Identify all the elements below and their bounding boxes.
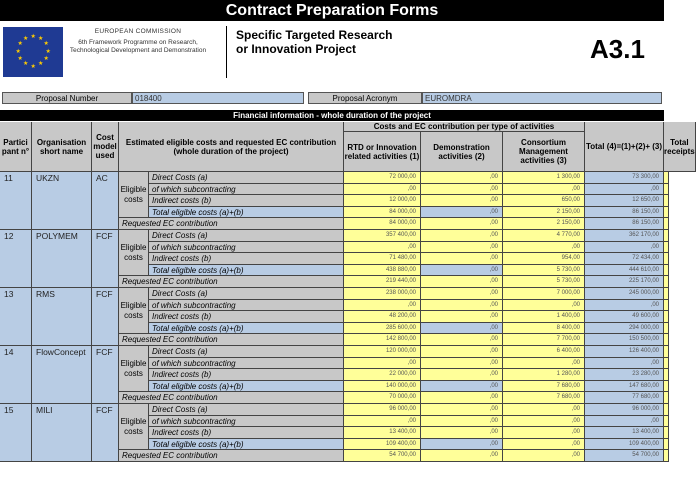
cost-row-label: of which subcontracting [149,184,344,196]
value-cell[interactable]: 357 400,00 [344,230,421,242]
value-cell[interactable]: 13 400,00 [585,427,664,439]
value-cell[interactable]: 150 500,00 [585,334,664,346]
value-cell[interactable]: ,00 [421,358,503,370]
value-cell[interactable]: 84 000,00 [344,218,421,230]
cost-row-label: Total eligible costs (a)+(b) [149,207,344,219]
value-cell[interactable]: ,00 [585,242,664,254]
cost-row-label: Indirect costs (b) [149,427,344,439]
value-cell[interactable]: 4 770,00 [503,230,585,242]
requested-ec-label: Requested EC contribution [119,218,344,230]
value-cell[interactable]: 70 000,00 [344,392,421,404]
commission-block [68,28,208,55]
value-cell[interactable]: 219 440,00 [344,276,421,288]
col-rtd: RTD or Innovation related activities (1) [344,132,421,172]
receipts-cell[interactable] [664,207,669,219]
value-cell[interactable]: 362 170,00 [585,230,664,242]
value-cell[interactable]: 84 000,00 [344,207,421,219]
value-cell[interactable]: ,00 [421,439,503,451]
receipts-cell[interactable] [664,323,669,335]
col-receipts: Total receipts [664,122,696,172]
cost-row-label: Indirect costs (b) [149,195,344,207]
receipts-cell[interactable] [664,358,669,370]
value-cell[interactable]: 238 000,00 [344,288,421,300]
requested-ec-label: Requested EC contribution [119,334,344,346]
value-cell[interactable]: 54 700,00 [344,450,421,462]
participant-number[interactable]: 14 [0,346,32,404]
value-cell[interactable]: 225 170,00 [585,276,664,288]
value-cell[interactable]: 96 000,00 [344,404,421,416]
cost-row-label: of which subcontracting [149,416,344,428]
col-organisation: Organisation short name [32,122,92,172]
receipts-cell[interactable] [664,369,669,381]
value-cell[interactable]: ,00 [421,230,503,242]
value-cell[interactable]: 954,00 [503,253,585,265]
organisation-name[interactable]: MILI [32,404,92,462]
value-cell[interactable]: 285 600,00 [344,323,421,335]
page-title: Contract Preparation Forms [0,0,664,21]
cost-row-label: Direct Costs (a) [149,288,344,300]
col-demo: Demonstration activities (2) [421,132,503,172]
receipts-cell[interactable] [664,288,669,300]
value-cell[interactable]: 86 150,00 [585,207,664,219]
value-cell[interactable]: ,00 [421,416,503,428]
cost-row-label: Total eligible costs (a)+(b) [149,439,344,451]
value-cell[interactable]: ,00 [344,416,421,428]
value-cell[interactable]: ,00 [421,195,503,207]
cost-row-label: Indirect costs (b) [149,311,344,323]
value-cell[interactable]: ,00 [421,334,503,346]
value-cell[interactable]: ,00 [421,242,503,254]
receipts-cell[interactable] [664,242,669,254]
value-cell[interactable]: ,00 [421,450,503,462]
flag-star-icon: ★ [17,56,23,62]
value-cell[interactable]: ,00 [503,242,585,254]
financial-info-title: Financial information - whole duration of the project [0,110,664,121]
value-cell[interactable]: ,00 [421,300,503,312]
value-cell[interactable]: 73 300,00 [585,172,664,184]
receipts-cell[interactable] [664,439,669,451]
value-cell[interactable]: 109 400,00 [585,439,664,451]
flag-star-icon: ★ [30,33,36,40]
cost-row-label: Indirect costs (b) [149,369,344,381]
cost-row-label: Direct Costs (a) [149,346,344,358]
value-cell[interactable]: 7 700,00 [503,334,585,346]
value-cell[interactable]: ,00 [421,172,503,184]
receipts-cell[interactable] [664,416,669,428]
programme-type: Specific Targeted Research or Innovation Project [236,28,393,56]
value-cell[interactable]: ,00 [585,300,664,312]
receipts-cell[interactable] [664,392,669,404]
value-cell[interactable]: ,00 [421,218,503,230]
value-cell[interactable]: 109 400,00 [344,439,421,451]
value-cell[interactable]: ,00 [421,184,503,196]
cost-model[interactable]: AC [92,172,119,230]
value-cell[interactable]: ,00 [503,358,585,370]
receipts-cell[interactable] [664,276,669,288]
value-cell[interactable]: 120 000,00 [344,346,421,358]
eligible-costs-label: Eligible costs [119,346,149,392]
flag-star-icon: ★ [38,61,44,68]
proposal-acronym-field[interactable]: EUROMDRA [422,92,662,104]
cost-row-label: Direct Costs (a) [149,230,344,242]
value-cell[interactable]: ,00 [421,392,503,404]
value-cell[interactable]: 7 680,00 [503,381,585,393]
cost-row-label: of which subcontracting [149,358,344,370]
value-cell[interactable]: ,00 [421,369,503,381]
flag-star-icon: ★ [43,41,49,47]
requested-ec-label: Requested EC contribution [119,392,344,404]
value-cell[interactable]: 650,00 [503,195,585,207]
value-cell[interactable]: 22 000,00 [344,369,421,381]
value-cell[interactable]: ,00 [503,439,585,451]
organisation-name[interactable]: RMS [32,288,92,346]
receipts-cell[interactable] [664,172,669,184]
receipts-cell[interactable] [664,450,669,462]
flag-star-icon: ★ [45,48,51,55]
proposal-acronym-label: Proposal Acronym [308,92,422,104]
value-cell[interactable]: 71 480,00 [344,253,421,265]
requested-ec-label: Requested EC contribution [119,450,344,462]
participant-number[interactable]: 11 [0,172,32,230]
value-cell[interactable]: 13 400,00 [344,427,421,439]
value-cell[interactable]: ,00 [344,184,421,196]
value-cell[interactable]: ,00 [344,242,421,254]
receipts-cell[interactable] [664,253,669,265]
value-cell[interactable]: 7 680,00 [503,392,585,404]
cost-model[interactable]: FCF [92,230,119,288]
value-cell[interactable]: 86 150,00 [585,218,664,230]
receipts-cell[interactable] [664,381,669,393]
receipts-cell[interactable] [664,265,669,277]
flag-star-icon: ★ [23,61,29,68]
participant-number[interactable]: 13 [0,288,32,346]
value-cell[interactable]: 54 700,00 [585,450,664,462]
value-cell[interactable]: 8 400,00 [503,323,585,335]
cost-row-label: of which subcontracting [149,300,344,312]
value-cell[interactable]: ,00 [585,184,664,196]
value-cell[interactable]: 2 150,00 [503,218,585,230]
eligible-costs-label: Eligible costs [119,288,149,334]
value-cell[interactable]: 444 610,00 [585,265,664,277]
value-cell[interactable]: 5 730,00 [503,265,585,277]
value-cell[interactable]: 7 000,00 [503,288,585,300]
eligible-costs-label: Eligible costs [119,404,149,450]
value-cell[interactable]: ,00 [421,276,503,288]
value-cell[interactable]: ,00 [421,253,503,265]
value-cell[interactable]: ,00 [585,416,664,428]
receipts-cell[interactable] [664,334,669,346]
receipts-cell[interactable] [664,427,669,439]
value-cell[interactable]: ,00 [421,323,503,335]
value-cell[interactable]: ,00 [503,416,585,428]
eligible-costs-label: Eligible costs [119,230,149,276]
requested-ec-label: Requested EC contribution [119,276,344,288]
participant-number[interactable]: 12 [0,230,32,288]
flag-star-icon: ★ [23,35,29,42]
value-cell[interactable]: 142 800,00 [344,334,421,346]
receipts-cell[interactable] [664,404,669,416]
receipts-cell[interactable] [664,311,669,323]
value-cell[interactable]: 126 400,00 [585,346,664,358]
value-cell[interactable]: 72 000,00 [344,172,421,184]
receipts-cell[interactable] [664,218,669,230]
value-cell[interactable]: ,00 [503,184,585,196]
value-cell[interactable]: ,00 [503,427,585,439]
col-per-type: Costs and EC contribution per type of activities [344,122,585,132]
receipts-cell[interactable] [664,346,669,358]
col-total: Total (4)=(1)+(2)+ (3) [585,122,664,172]
cost-row-label: of which subcontracting [149,242,344,254]
value-cell[interactable]: 147 680,00 [585,381,664,393]
proposal-number-field[interactable]: 018400 [132,92,304,104]
cost-model[interactable]: FCF [92,404,119,462]
flag-star-icon: ★ [38,35,44,42]
value-cell[interactable]: 72 434,00 [585,253,664,265]
header-divider [226,26,227,78]
eu-flag-icon [3,27,63,77]
col-estimated: Estimated eligible costs and requested EC contribution (whole duration of the project) [119,122,344,172]
value-cell[interactable]: 6 400,00 [503,346,585,358]
value-cell[interactable]: 140 000,00 [344,381,421,393]
value-cell[interactable]: ,00 [421,404,503,416]
value-cell[interactable]: 48 200,00 [344,311,421,323]
value-cell[interactable]: ,00 [421,311,503,323]
value-cell[interactable]: 96 000,00 [585,404,664,416]
value-cell[interactable]: 12 650,00 [585,195,664,207]
col-participant: Partici pant n° [0,122,32,172]
value-cell[interactable]: ,00 [421,427,503,439]
value-cell[interactable]: ,00 [421,288,503,300]
cost-row-label: Indirect costs (b) [149,253,344,265]
cost-row-label: Total eligible costs (a)+(b) [149,265,344,277]
flag-star-icon: ★ [15,48,21,55]
value-cell[interactable]: 294 000,00 [585,323,664,335]
cost-model[interactable]: FCF [92,346,119,404]
commission-name: EUROPEAN COMMISSION [94,28,182,35]
receipts-cell[interactable] [664,184,669,196]
cost-row-label: Direct Costs (a) [149,404,344,416]
organisation-name[interactable]: FlowConcept [32,346,92,404]
cost-model[interactable]: FCF [92,288,119,346]
value-cell[interactable]: ,00 [585,358,664,370]
value-cell[interactable]: 245 000,00 [585,288,664,300]
value-cell[interactable]: ,00 [421,207,503,219]
value-cell[interactable]: 2 150,00 [503,207,585,219]
receipts-cell[interactable] [664,230,669,242]
flag-star-icon: ★ [17,41,23,47]
cost-row-label: Total eligible costs (a)+(b) [149,381,344,393]
value-cell[interactable]: ,00 [421,346,503,358]
col-consortium: Consortium Management activities (3) [503,132,585,172]
eligible-costs-label: Eligible costs [119,172,149,218]
form-header [0,22,664,82]
value-cell[interactable]: ,00 [421,265,503,277]
value-cell[interactable]: ,00 [344,358,421,370]
value-cell[interactable]: ,00 [503,404,585,416]
col-cost-model: Cost model used [92,122,119,172]
organisation-name[interactable]: UKZN [32,172,92,230]
value-cell[interactable]: 49 600,00 [585,311,664,323]
organisation-name[interactable]: POLYMEM [32,230,92,288]
cost-row-label: Total eligible costs (a)+(b) [149,323,344,335]
value-cell[interactable]: 12 000,00 [344,195,421,207]
value-cell[interactable]: 77 680,00 [585,392,664,404]
flag-star-icon: ★ [43,56,49,62]
flag-star-icon: ★ [30,63,36,70]
value-cell[interactable]: 5 730,00 [503,276,585,288]
cost-row-label: Direct Costs (a) [149,172,344,184]
receipts-cell[interactable] [664,300,669,312]
value-cell[interactable]: 23 280,00 [585,369,664,381]
form-code: A3.1 [590,34,645,64]
value-cell[interactable]: 438 880,00 [344,265,421,277]
value-cell[interactable]: ,00 [344,300,421,312]
value-cell[interactable]: 1 400,00 [503,311,585,323]
receipts-cell[interactable] [664,195,669,207]
value-cell[interactable]: 1 300,00 [503,172,585,184]
proposal-number-label: Proposal Number [2,92,132,104]
framework-programme: 6th Framework Programme on Research, Technological Development and Demonstration [69,39,207,54]
value-cell[interactable]: ,00 [503,450,585,462]
value-cell[interactable]: 1 280,00 [503,369,585,381]
value-cell[interactable]: ,00 [503,300,585,312]
proposal-bar [0,92,664,104]
value-cell[interactable]: ,00 [421,381,503,393]
participant-number[interactable]: 15 [0,404,32,462]
